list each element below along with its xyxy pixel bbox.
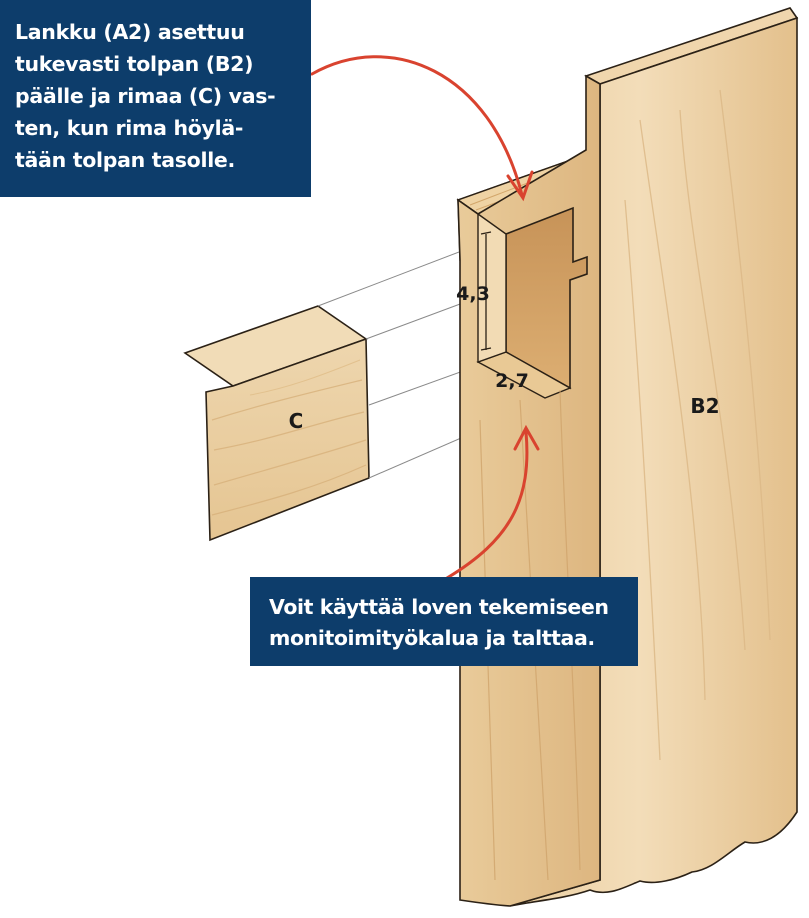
- label-post-b2: B2: [690, 394, 720, 418]
- label-notch-height: 4,3: [456, 283, 490, 305]
- label-rail-c: C: [288, 409, 304, 433]
- callout-top-line-3: päälle ja rimaa (C) vas-: [15, 84, 276, 108]
- callout-bottom: [250, 577, 638, 666]
- callout-bottom-line-2: monitoimityökalua ja talttaa.: [269, 626, 595, 650]
- callout-top-line-1: Lankku (A2) asettuu: [15, 20, 245, 44]
- callout-top: [0, 0, 311, 197]
- rail-c: [185, 306, 369, 540]
- arrow-top-curve: [312, 57, 522, 195]
- arrow-top: [312, 57, 532, 198]
- callout-top-line-5: tään tolpan tasolle.: [15, 148, 236, 172]
- callout-top-line-4: ten, kun rima höylä-: [15, 116, 244, 140]
- callout-bottom-line-1: Voit käyttää loven tekemiseen: [269, 595, 609, 619]
- callout-top-line-2: tukevasti tolpan (B2): [15, 52, 254, 76]
- label-notch-depth: 2,7: [495, 370, 529, 392]
